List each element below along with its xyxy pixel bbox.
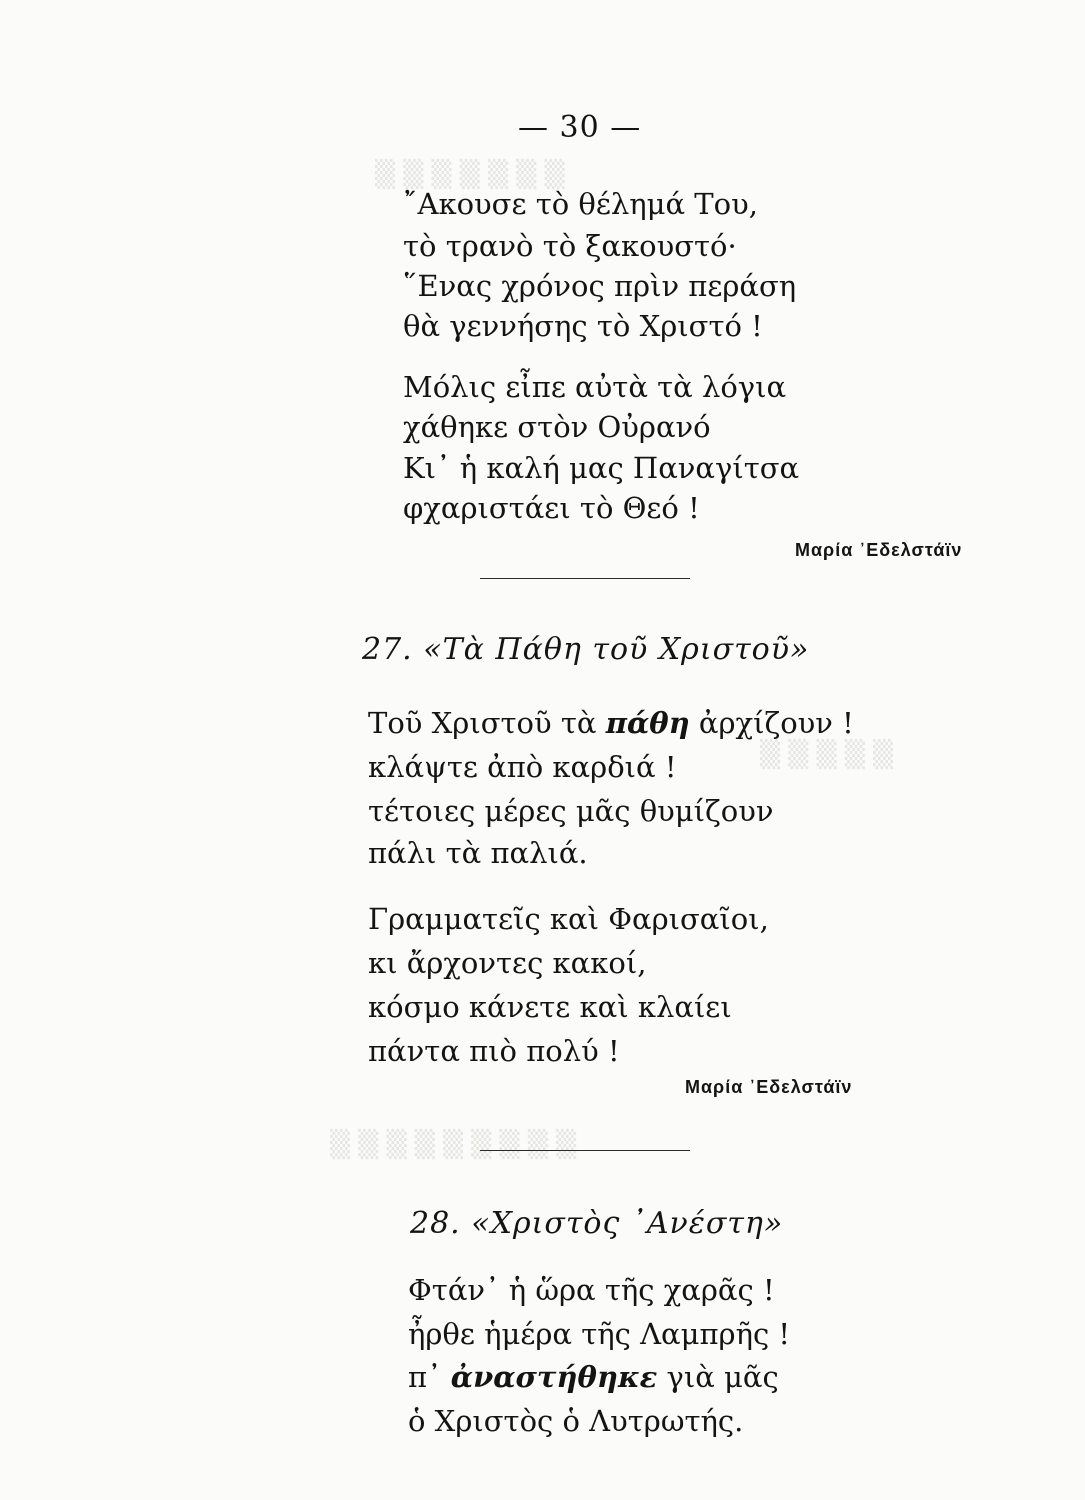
verse-line: φχαριστάει τὸ Θεό !: [403, 491, 700, 525]
show-through-text: ▒ ▒ ▒ ▒ ▒ ▒ ▒ ▒ ▒: [330, 1130, 577, 1160]
show-through-text: ▒ ▒ ▒ ▒ ▒: [760, 740, 894, 770]
poem-heading: 27. «Τὰ Πάθη τοῦ Χριστοῦ»: [362, 632, 810, 667]
verse-text: π᾿: [408, 1360, 451, 1394]
verse-text: ἀρχίζουν !: [689, 706, 854, 740]
page-number: — 30 —: [518, 110, 642, 145]
verse-line: Φτάν᾿ ἡ ὥρα τῆς χαρᾶς !: [408, 1273, 775, 1307]
verse-line: τὸ τρανὸ τὸ ξακουστό·: [403, 229, 737, 263]
author-signature: Μαρία ᾿Εδελστάϊν: [795, 540, 963, 560]
verse-line: ὁ Χριστὸς ὁ Λυτρωτής.: [408, 1404, 744, 1438]
emphasized-word: πάθη: [605, 706, 690, 740]
verse-line: ἦρθε ἡμέρα τῆς Λαμπρῆς !: [408, 1317, 791, 1351]
verse-line: πάντα πιὸ πολύ !: [368, 1034, 620, 1068]
verse-line: κλάψτε ἀπὸ καρδιά !: [368, 750, 677, 784]
show-through-text: ▒ ▒ ▒ ▒ ▒ ▒ ▒: [375, 160, 565, 190]
verse-line: πάλι τὰ παλιά.: [368, 836, 588, 870]
verse-line: θὰ γεννήσης τὸ Χριστό !: [403, 309, 763, 343]
verse-line: [368, 706, 854, 740]
verse-line: Γραμματεῖς καὶ Φαρισαῖοι,: [368, 902, 769, 936]
section-divider: [480, 578, 690, 579]
verse-text: γιὰ μᾶς: [657, 1360, 779, 1394]
author-signature: Μαρία ᾿Εδελστάϊν: [685, 1077, 853, 1097]
verse-line: τέτοιες μέρες μᾶς θυμίζουν: [368, 794, 774, 828]
verse-line: ῎Ακουσε τὸ θέλημά Του,: [403, 187, 758, 221]
verse-line: Κι᾿ ἡ καλή μας Παναγίτσα: [403, 451, 800, 485]
verse-line: Μόλις εἶπε αὐτὰ τὰ λόγια: [403, 370, 787, 404]
verse-line: κι ἄρχοντες κακοί,: [368, 946, 647, 980]
verse-line: ῞Ενας χρόνος πρὶν περάση: [403, 269, 797, 303]
verse-line: [408, 1360, 779, 1394]
verse-line: κόσμο κάνετε καὶ κλαίει: [368, 990, 732, 1024]
section-divider: [480, 1150, 690, 1151]
poem-heading: 28. «Χριστὸς ᾿Ανέστη»: [410, 1206, 784, 1241]
verse-text: Τοῦ Χριστοῦ τὰ: [368, 706, 606, 740]
emphasized-word: ἀναστήθηκε: [450, 1360, 658, 1394]
verse-line: χάθηκε στὸν Οὐρανό: [403, 410, 711, 444]
